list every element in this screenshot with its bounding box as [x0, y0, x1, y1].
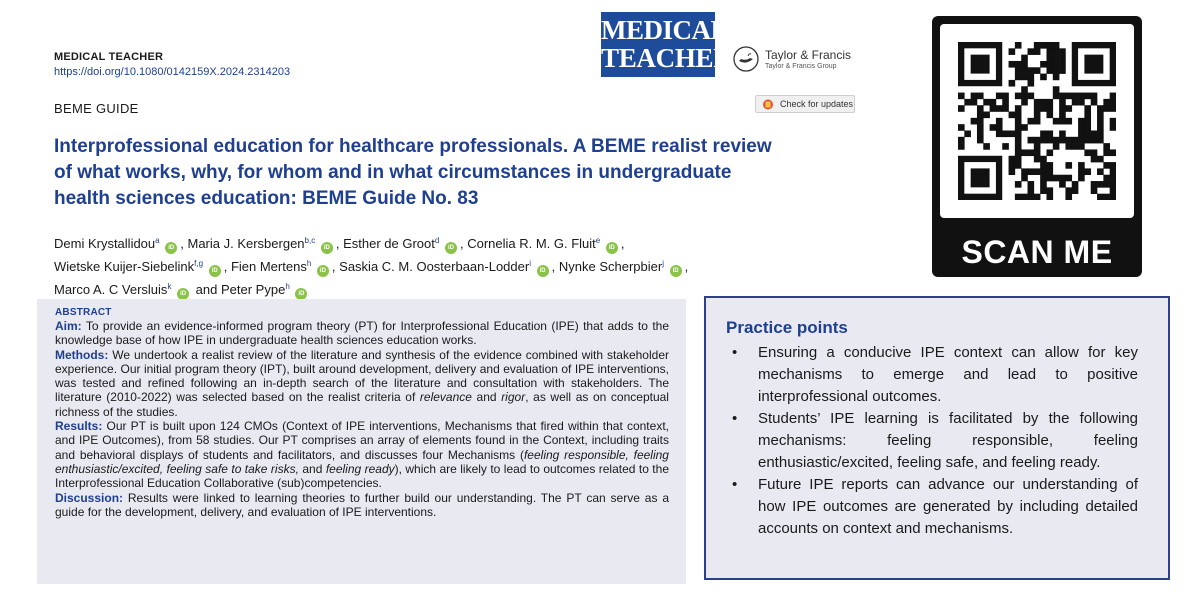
publisher-subname: Taylor & Francis Group [765, 63, 837, 70]
guide-label: BEME GUIDE [54, 101, 139, 116]
practice-point [726, 342, 1138, 408]
author-affiliation: h [285, 282, 290, 291]
author-name: Fien Mertens [230, 259, 307, 274]
author-separator: , [684, 259, 689, 274]
publisher-name: Taylor & Francis [765, 48, 852, 62]
publisher-lamp-icon [733, 46, 759, 72]
doi-link[interactable]: https://doi.org/10.1080/0142159X.2024.2314203 [54, 66, 291, 78]
aim-label: Aim: [55, 319, 82, 333]
orcid-icon[interactable]: iD [670, 265, 682, 277]
practice-point [726, 474, 1138, 540]
practice-points-panel [704, 296, 1170, 580]
author-separator: , [459, 236, 464, 251]
methods-and: and [476, 390, 497, 405]
qr-code-panel[interactable] [932, 16, 1142, 277]
orcid-icon[interactable]: iD [165, 242, 177, 254]
author [54, 259, 231, 274]
author-separator: and [192, 282, 218, 297]
results-label: Results: [55, 419, 103, 434]
author-separator: , [331, 259, 336, 274]
orcid-icon[interactable]: iD [445, 242, 457, 254]
methods-text: We undertook a realist review of the literature and synthesis of the evidence combined with stakeholder experience. Our initial program theory (IPT), built around development, delivery and evaluation of IPE interventions, was tested and refined following an in-depth search of the literature and consultation with stakeholders. The literature (2010-2022) was selected based on the realist criteria of [55, 347, 669, 405]
author-separator: , [180, 236, 184, 251]
author-separator: , [551, 259, 556, 274]
author-separator: , [335, 236, 340, 251]
publisher-logo [733, 46, 863, 76]
orcid-icon[interactable]: iD [321, 242, 333, 254]
author-affiliation: j [662, 259, 664, 268]
bullet-icon: • [732, 410, 738, 427]
author [467, 236, 624, 251]
results-emphasis-mechanisms: feeling responsible, feeling enthusiastic/excited, feeling safe to take risks, [55, 447, 669, 476]
abstract-panel [37, 299, 686, 584]
author-affiliation: b,c [304, 236, 316, 245]
author-affiliation: h [306, 259, 312, 268]
author [187, 236, 343, 251]
author-name: Marco A. C Versluis [54, 282, 168, 297]
author [343, 236, 467, 251]
qr-code-frame [940, 24, 1134, 218]
author-name: Demi Krystallidou [54, 236, 156, 251]
author-affiliation: f,g [194, 259, 204, 268]
author-name: Saskia C. M. Oosterbaan-Lodder [339, 259, 530, 274]
author-name: Maria J. Kersbergen [187, 236, 305, 251]
bookmark-ribbon-icon [762, 99, 774, 110]
logo-line-1: MEDICAL [601, 15, 729, 45]
methods-label: Methods: [55, 347, 109, 362]
author-name: Cornelia R. M. G. Fluit [467, 236, 596, 251]
author [559, 259, 688, 274]
scan-me-label: SCAN ME [961, 234, 1113, 270]
author-name: Peter Pype [221, 282, 286, 297]
abstract-heading: ABSTRACT [55, 307, 112, 318]
author-separator: , [223, 259, 228, 274]
qr-code-icon [958, 42, 1116, 200]
logo-line-2: TEACHER [601, 43, 733, 73]
practice-point [726, 408, 1138, 474]
practice-point-text: Future IPE reports can advance our understanding of how IPE outcomes are generated by including detailed accounts on context and mechanisms. [758, 476, 1138, 537]
discussion-label: Discussion: [55, 490, 124, 505]
check-updates-button[interactable] [755, 95, 855, 113]
author [339, 259, 559, 274]
methods-emphasis-rigor: rigor [501, 390, 526, 405]
author-name: Esther de Groot [343, 236, 435, 251]
results-and: and [302, 461, 323, 476]
results-text-end: ), which are likely to lead to outcomes related to the Interprofessional Education Collaborative (sub)competencies. [55, 461, 669, 491]
author-affiliation: d [434, 236, 440, 245]
orcid-icon[interactable]: iD [177, 288, 189, 300]
orcid-icon[interactable]: iD [295, 288, 307, 300]
methods-text-end: , as well as on conceptual richness of the studies. [55, 390, 669, 419]
results-text: Our PT is built upon 124 CMOs (Context of IPE interventions, Mechanisms that fired within that context, and IPE Outcomes), from 58 studies. Our PT comprises an array of elements found in the Context, including traits and behavioral displays of students and facilitators, and discusses four Mechanisms ( [55, 419, 669, 462]
practice-points-heading: Practice points [726, 318, 848, 337]
author-affiliation: a [155, 236, 160, 245]
author-affiliation: e [595, 236, 601, 245]
orcid-icon[interactable]: iD [606, 242, 618, 254]
orcid-icon[interactable]: iD [537, 265, 549, 277]
author [54, 236, 187, 251]
author [221, 282, 310, 297]
abstract-body [55, 319, 669, 519]
author [231, 259, 339, 274]
author-affiliation: i [529, 259, 531, 268]
author-list [54, 231, 854, 300]
author-affiliation: k [167, 282, 172, 291]
check-updates-label: Check for updates [780, 99, 854, 109]
author-name: Nynke Scherpbier [558, 259, 663, 274]
author [54, 282, 221, 297]
author-separator: , [620, 236, 625, 251]
orcid-icon[interactable]: iD [317, 265, 329, 277]
methods-emphasis-relevance: relevance [419, 390, 472, 405]
journal-logo [601, 12, 733, 77]
bullet-icon: • [732, 476, 738, 493]
aim-text: To provide an evidence-informed program theory (PT) for Interprofessional Education (IPE) that adds to the knowledge base of how IPE in undergraduate health sciences education works. [55, 319, 669, 348]
author-name: Wietske Kuijer-Siebelink [54, 259, 195, 274]
orcid-icon[interactable]: iD [209, 265, 221, 277]
article-title: Interprofessional education for healthcare professionals. A BEME realist review of what works, why, for whom and in what circumstances in undergraduate health sciences education: BEME Guide No. 83 [54, 136, 772, 209]
practice-point-text: Students’ IPE learning is facilitated by the following mechanisms: feeling responsible, feeling enthusiastic/excited, feeling safe, and feeling ready. [758, 410, 1138, 471]
bullet-icon: • [732, 344, 738, 361]
practice-point-text: Ensuring a conducive IPE context can allow for key mechanisms to emerge and lead to positive interprofessional outcomes. [758, 344, 1138, 405]
journal-name: MEDICAL TEACHER [54, 51, 164, 63]
results-emphasis-ready: feeling ready [325, 461, 395, 476]
discussion-text: Results were linked to learning theories to further build our understanding. The PT can serve as a guide for the development, delivery, and evaluation of IPE interventions. [55, 490, 669, 519]
